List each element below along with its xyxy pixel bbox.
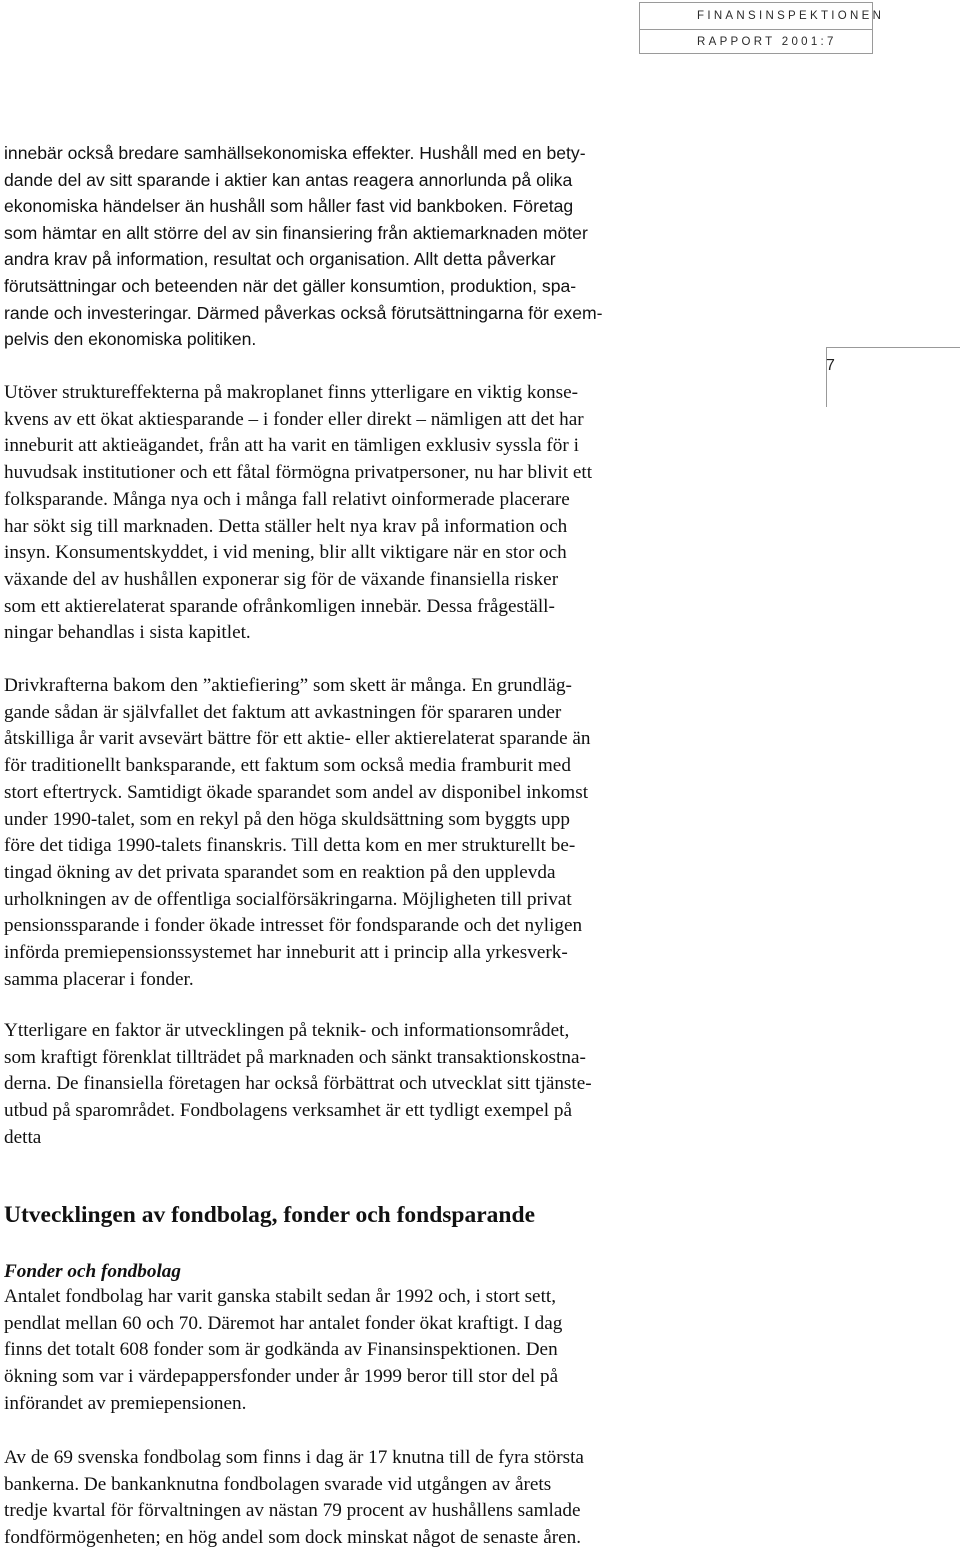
header-divider	[640, 29, 872, 30]
text-line: finns det totalt 608 fonder som är godkända av Finansinspektionen. Den	[4, 1339, 558, 1361]
margin-rule-vertical	[826, 347, 827, 407]
text-line: rande och investeringar. Därmed påverkas också förutsättningarna för exem-	[4, 302, 603, 323]
paragraph-technology-factor	[4, 1018, 704, 1152]
text-line: tingad ökning av det privata sparandet som en reaktion på den upplevda	[4, 861, 556, 883]
paragraph-intro	[4, 140, 704, 353]
text-line: växande del av hushållen exponerar sig för de växande finansiella risker	[4, 568, 559, 590]
text-line: pensionssparande i fonder ökade intresset för fondsparande och det nyligen	[4, 915, 583, 937]
text-line: införandet av premiepensionen.	[4, 1392, 247, 1414]
text-line: dande del av sitt sparande i aktier kan antas reagera annorlunda på olika	[4, 169, 573, 190]
text-line: före det tidiga 1990-talets finanskris. Till detta kom en mer strukturellt be-	[4, 835, 576, 857]
text-line: Utöver struktureffekterna på makroplanet finns ytterligare en viktig konse-	[4, 382, 579, 403]
text-line: andra krav på information, resultat och organisation. Allt detta påverkar	[4, 249, 556, 270]
text-line: pendlat mellan 60 och 70. Däremot har antalet fonder ökat kraftigt. I dag	[4, 1312, 563, 1334]
text-line: gande sådan är självfallet det faktum att avkastningen för spararen under	[4, 701, 562, 723]
text-line: kvens av ett ökat aktiesparande – i fonder eller direkt – nämligen att det har	[4, 408, 584, 430]
text-line: Ytterligare en faktor är utvecklingen på teknik- och informationsområdet,	[4, 1020, 570, 1041]
text-line: innebär också bredare samhällsekonomiska effekter. Hushåll med en bety-	[4, 143, 586, 163]
paragraph-bank-owned-funds	[4, 1445, 704, 1552]
paragraph-structural-effects	[4, 380, 704, 647]
text-line: stort eftertryck. Samtidigt ökade sparandet som andel av disponibel inkomst	[4, 781, 589, 803]
text-line: tredje kvartal för förvaltningen av nästan 79 procent av hushållens samlade	[4, 1500, 581, 1522]
header-report-number: RAPPORT 2001:7	[697, 36, 837, 48]
text-line: ekonomiska händelser än hushåll som håller fast vid bankboken. Företag	[4, 196, 574, 217]
text-line: samma placerar i fonder.	[4, 968, 194, 990]
text-line: under 1990-talet, som en rekyl på den höga skuldsättning som byggts upp	[4, 808, 570, 830]
text-line: Antalet fondbolag har varit ganska stabilt sedan år 1992 och, i stort sett,	[4, 1286, 557, 1307]
text-line: förutsättningar och beteenden när det gäller konsumtion, produktion, spa-	[4, 275, 577, 296]
running-header	[639, 2, 885, 54]
text-line: som hämtar en allt större del av sin finansiering från aktiemarknaden möter	[4, 222, 588, 243]
text-line: ningar behandlas i sista kapitlet.	[4, 622, 251, 644]
text-line: har sökt sig till marknaden. Detta ställer helt nya krav på information och	[4, 515, 568, 537]
margin-rule-horizontal	[826, 347, 960, 348]
paragraph-fund-count	[4, 1284, 704, 1418]
text-line: åtskilliga år varit avsevärt bättre för ett aktie- eller aktierelaterat sparande än	[4, 728, 591, 750]
paragraph-driving-forces	[4, 673, 704, 993]
header-organization: FINANSINSPEKTIONEN	[697, 10, 885, 22]
sub-heading: Fonder och fondbolag	[4, 1261, 181, 1282]
text-line: införda premiepensionssystemet har inneburit att i princip alla yrkesverk-	[4, 942, 568, 964]
text-line: detta	[4, 1126, 42, 1148]
text-line: derna. De finansiella företagen har också förbättrat och utvecklat sitt tjänste-	[4, 1073, 592, 1095]
text-line: insyn. Konsumentskyddet, i vid mening, blir allt viktigare när en stor och	[4, 542, 567, 564]
section-heading: Utvecklingen av fondbolag, fonder och fondsparande	[4, 1202, 535, 1228]
text-line: som kraftigt förenklat tillträdet på marknaden och sänkt transaktionskostna-	[4, 1046, 586, 1068]
text-line: folksparande. Många nya och i många fall relativt oinformerade placerare	[4, 488, 570, 510]
page-number: 7	[826, 357, 835, 374]
text-line: fondförmögenheten; en hög andel som dock minskat något de senaste åren.	[4, 1527, 582, 1549]
text-line: urholkningen av de offentliga socialförsäkringarna. Möjligheten till privat	[4, 888, 572, 910]
text-line: pelvis den ekonomiska politiken.	[4, 329, 257, 350]
text-line: utbud på sparområdet. Fondbolagens verksamhet är ett tydligt exempel på	[4, 1100, 573, 1122]
text-line: bankerna. De bankanknutna fondbolagen svarade vid utgången av årets	[4, 1473, 552, 1495]
text-line: inneburit att aktieägandet, från att ha varit en tämligen exklusiv syssla för i	[4, 435, 579, 457]
text-line: som ett aktierelaterat sparande ofrånkomligen innebär. Dessa frågeställ-	[4, 595, 555, 617]
text-line: Drivkrafterna bakom den ”aktiefiering” som skett är många. En grundläg-	[4, 675, 572, 696]
text-line: huvudsak institutioner och ett fåtal förmögna privatpersoner, nu har blivit ett	[4, 462, 593, 484]
text-line: för traditionellt banksparande, ett faktum som också media framburit med	[4, 755, 571, 777]
text-line: ökning som var i värdepappersfonder under år 1999 beror till stor del på	[4, 1366, 559, 1388]
text-line: Av de 69 svenska fondbolag som finns i dag är 17 knutna till de fyra största	[4, 1447, 584, 1468]
